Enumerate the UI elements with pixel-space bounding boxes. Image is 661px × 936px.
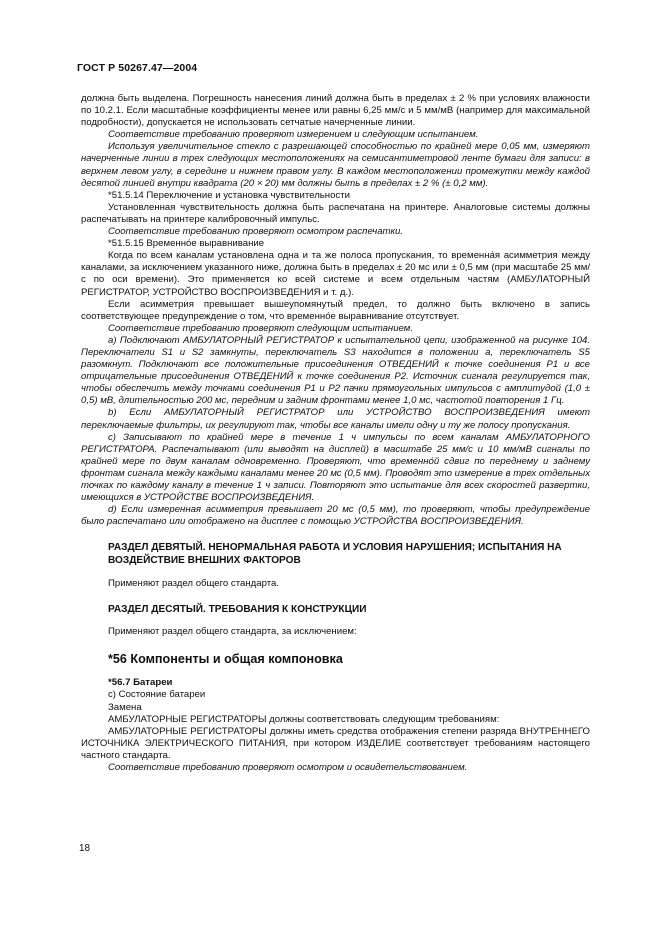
paragraph: с) Состояние батареи (108, 689, 206, 701)
compliance-note: Соответствие требованию проверяют измерением и следующим испытанием. (108, 129, 479, 141)
paragraph: Если асимметрия превышает вышеупомянутый предел, то должно быть включено в запись соответствующее предупреждение о том, что временно́е выравнивание отсутствует. (81, 298, 590, 322)
clause-56-heading: *56 Компоненты и общая компоновка (108, 652, 343, 667)
test-step-c: с) Записывают по крайней мере в течение 1 ч импульсы по всем каналам АМБУЛАТОРНОГО РЕГИСТРАТОРА. Распечатывают (или выводят на дисплей) в масштабе 25 мм/с и 10 мм/мВ сигналы по крайней мере по двум каналам одновременно. Проверяют, что временно́й сдвиг по переднему и заднему фронтам сигнала между каждыми каналами менее 20 мс (0,5 мм). Проводят это измерение в трех отдельных точках по каждому каналу в течение 1 ч записи. Повторяют это испытание для всех скоростей развертки, имеющихся в УСТРОЙСТВЕ ВОСПРОИЗВЕДЕНИЯ. (81, 431, 590, 504)
paragraph: АМБУЛАТОРНЫЕ РЕГИСТРАТОРЫ должны иметь средства отображения степени разряда ВНУТРЕННЕГО ИСТОЧНИКА ЭЛЕКТРИЧЕСКОГО ПИТАНИЯ, при котором ИЗДЕЛИЕ соответствует требованиям настоящего частного стандарта. (81, 725, 590, 761)
test-step-b: b) Если АМБУЛАТОРНЫЙ РЕГИСТРАТОР или УСТРОЙСТВО ВОСПРОИЗВЕДЕНИЯ имеют переключаемые фильтры, их регулируют так, чтобы все каналы имели одну и ту же полосу пропускания. (81, 407, 590, 431)
test-step-a: а) Подключают АМБУЛАТОРНЫЙ РЕГИСТРАТОР к испытательной цепи, изображенной на рисунке 104. Переключатели S1 и S2 замкнуты, переключатель S3 находится в положении а, переключатель S5 разомкнут. Подключают все положительные присоединения ОТВЕДЕНИЙ к точке соединения P1 и все отрицательные присоединения ОТВЕДЕНИЙ к точке соединения P2. Источник сигнала регулируется так, чтобы обеспечить между точками соединения P1 и P2 пачки прямоугольных импульсов с амплитудой (1,0 ± 0,5) мВ, длительностью 200 мс, передним и задним фронтами менее 1,0 мс, частотой повторения 1 Гц. (81, 334, 590, 407)
paragraph: Установленная чувствительность должна быть распечатана на принтере. Аналоговые системы должны распечатывать на принтере калибровочный импульс. (81, 201, 590, 225)
section-ten-heading: РАЗДЕЛ ДЕСЯТЫЙ. ТРЕБОВАНИЯ К КОНСТРУКЦИИ (108, 603, 367, 615)
compliance-note: Соответствие требованию проверяют следующим испытанием. (108, 322, 414, 334)
clause-heading: *51.5.14 Переключение и установка чувствительности (108, 189, 350, 201)
clause-heading: *56.7 Батареи (108, 677, 173, 689)
paragraph: Замена (108, 701, 142, 713)
document-header: ГОСТ Р 50267.47—2004 (77, 62, 198, 74)
paragraph: АМБУЛАТОРНЫЕ РЕГИСТРАТОРЫ должны соответствовать следующим требованиям: (108, 713, 500, 725)
test-procedure: Используя увеличительное стекло с разрешающей способностью по крайней мере 0,05 мм, измеряют начерченные линии в трех следующих местоположениях на семисантиметровой ленте бумаги для записи: в верхнем левом углу, в середине и нижнем правом углу. В каждом местоположении промежутки между каждой десятой линией внутри квадрата (20 × 20) мм должны быть в пределах ± 2 % (± 0,2 мм). (81, 141, 590, 189)
clause-heading: *51.5.15 Временно́е выравнивание (108, 238, 265, 250)
paragraph: должна быть выделена. Погрешность нанесения линий должна быть в пределах ± 2 % при условиях влажности по 10.2.1. Если масштабные коэффициенты менее или равны 6,25 мм/с и 5 мм/мВ (например для максимальной подробности), допускается не использовать сетчатые начерченные линии. (81, 93, 590, 129)
paragraph: Применяют раздел общего стандарта. (108, 577, 279, 589)
compliance-note: Соответствие требованию проверяют осмотром распечатки. (108, 226, 404, 238)
test-step-d: d) Если измеренная асимметрия превышает 20 мс (0,5 мм), то проверяют, чтобы предупреждение было распечатано или отображено на дисплее с помощью УСТРОЙСТВА ВОСПРОИЗВЕДЕНИЯ. (81, 504, 590, 528)
paragraph: Когда по всем каналам установлена одна и та же полоса пропускания, то временна́я асимметрия между каналами, за исключением указанного ниже, должна быть в пределах ± 20 мс или ± 0,5 мм (при масштабе 25 мм/с по оси времени). Это применяется ко всей системе и всем отдельным частям (АМБУЛАТОРНЫЙ РЕГИСТРАТОР, УСТРОЙСТВО ВОСПРОИЗВЕДЕНИЯ и т. д.). (81, 250, 590, 298)
paragraph: Применяют раздел общего стандарта, за исключением: (108, 626, 357, 638)
section-nine-heading: РАЗДЕЛ ДЕВЯТЫЙ. НЕНОРМАЛЬНАЯ РАБОТА И УСЛОВИЯ НАРУШЕНИЯ; ИСПЫТАНИЯ НА ВОЗДЕЙСТВИЕ ВНЕШНИХ ФАКТОРОВ (108, 542, 562, 566)
page-number: 18 (79, 843, 91, 854)
compliance-note: Соответствие требованию проверяют осмотром и освидетельствованием. (108, 762, 468, 773)
document-body (81, 93, 590, 774)
